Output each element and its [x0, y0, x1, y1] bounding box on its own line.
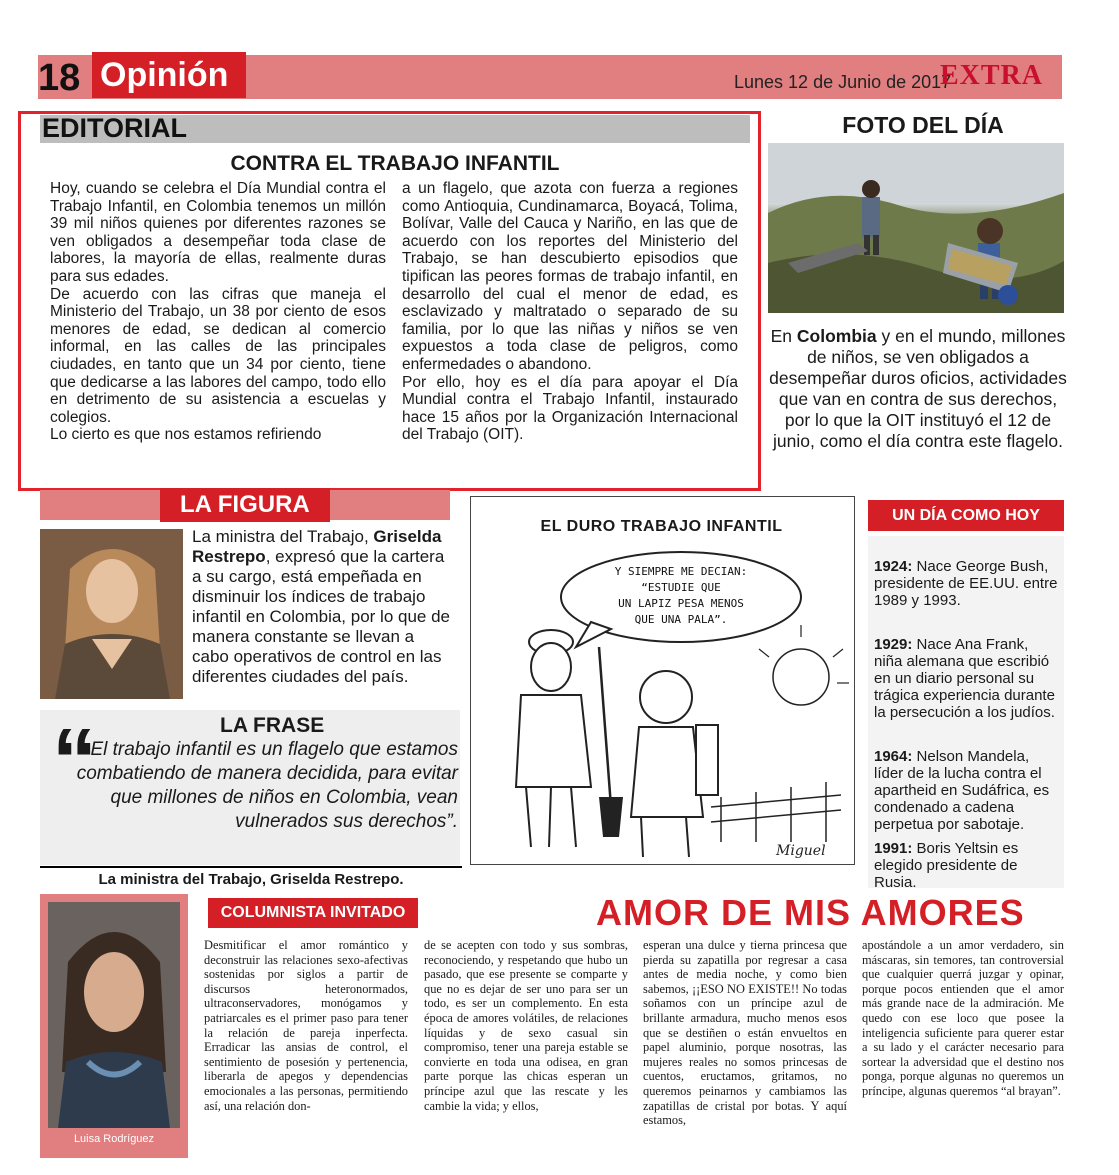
column-body-2: de se acepten con todo y sus sombras, reconociendo, y respetando que hubo un pasado, que ese presente se comparte y que no es dejar de ser uno para ser un todo, es ser un complemento. En esta época de amores volátiles, de relaciones líquidas y de sexo casual sin compromiso, tener una pareja estable se convierte en toda una odisea, en gran parte porque las chicas esperan un príncipe azul que las rescate y les cambie la vida; y ellos,	[424, 938, 628, 1113]
cartoon-bubble-line: “ESTUDIE QUE	[641, 581, 721, 594]
on-this-day-item	[874, 558, 1060, 609]
on-this-day-item	[874, 636, 1060, 721]
figure-text	[192, 527, 454, 687]
quote-text: El trabajo infantil es un flagelo que estamos combatiendo de manera decidida, para evitar que millones de niños en Colombia, vean vulnerados sus derechos”.	[76, 739, 458, 832]
on-this-day-text: Nelson Mandela, líder de la lucha contra el apartheid en Sudáfrica, es condenado a cadena perpetua por sabotaje.	[874, 748, 1050, 833]
on-this-day-year: 1991:	[874, 840, 913, 857]
cartoon-frame	[470, 496, 855, 865]
column-body-4: apostándole a un amor verdadero, sin máscaras, sin temores, tan controversial que cualquier querrá juzgar y opinar, porque pocos entienden que el amor más grande nace de la admiración. Me quedo con ese loco que posee la inteligencia suficiente para querer estar a su lado y el carácter necesario para sortear la adversidad que el destino nos ponga, porque algunas no queremos un príncipe, algunas queremos “al brayan”.	[862, 938, 1064, 1098]
issue-date: Lunes 12 de Junio de 2017	[734, 72, 952, 92]
on-this-day-item	[874, 840, 1060, 891]
editorial-paragraph: De acuerdo con las cifras que maneja el Ministerio del Trabajo, un 38 por ciento de esos menores de edad, se dedican al comercio informal, en las calles de las principales ciudades, en tanto que un 34 por ciento, tiene que dedicarse a las labores del campo, todo ello en detrimento de su asistencia a escuelas y colegios.	[50, 285, 386, 426]
cartoon-bubble-line: Y SIEMPRE ME DECIAN:	[614, 565, 748, 578]
column-body-3: esperan una dulce y tierna princesa que pierda su zapatilla por regresar a casa antes de media noche, y como bien sabemos, ¡¡ESO NO EXISTE!! No todas soñamos con un príncipe azul de brillante armadura, mucho menos esos que se destiñen o están envueltos en papel aluminio, porque nosotras, las mujeres reales no somos princesas de cuentos, eructamos, gritamos, no queremos peinarnos y cambiamos las zapatillas de cristal por botas. Y aquí estamos,	[643, 938, 847, 1128]
editorial-paragraph: Lo cierto es que nos estamos refiriendo	[50, 426, 322, 444]
on-this-day-item	[874, 748, 1060, 833]
figure-text-part: , expresó que la cartera a su cargo, está empeñada en disminuir los índices de trabajo infantil en Colombia, por lo que de manera constante se llevan a cabo operativos de control en las diferentes ciudades del país.	[192, 547, 450, 686]
newspaper-logo: EXTRA	[940, 60, 1044, 91]
minister-photo	[40, 529, 183, 699]
quote-mark-icon: “	[52, 711, 97, 811]
quote-title: LA FRASE	[220, 714, 325, 737]
caption-text: En	[770, 326, 797, 346]
on-this-day-year: 1964:	[874, 748, 913, 765]
figure-text-part: La ministra del Trabajo,	[192, 527, 374, 546]
figure-title: LA FIGURA	[160, 488, 330, 522]
editorial-paragraph: Hoy, cuando se celebra el Día Mundial contra el Trabajo Infantil, en Colombia tenemos un millón 39 mil niños quienes por diferentes razones se ven obligados a desempeñar toda clase de labores, la mayoría de ellas, realmente duras para sus edades.	[50, 180, 386, 285]
caption-strong: Colombia	[796, 326, 877, 346]
column-body-1: Desmitificar el amor romántico y deconstruir las relaciones sexo-afectivas sostenidas por siglos a partir de discursos heteronormados, ultraconservadores, monógamos y patriarcales es el primer paso para tener la relación de pareja inperfecta. Erradicar las ansias de control, el sentimiento de posesión y pertenencia, liberarla de apegos y dependencias emocionales a las personas, permitiendo así, una relación don-	[204, 938, 408, 1113]
columnist-name: Luisa Rodríguez	[73, 1133, 155, 1145]
guest-columnist-label: COLUMNISTA INVITADO	[208, 898, 418, 928]
on-this-day-text: Nace Ana Frank, niña alemana que escribió en un diario personal su trágica experiencia durante la persecución a los judíos.	[874, 636, 1055, 721]
cartoon-signature: Miguel	[776, 843, 826, 859]
cartoon-bubble-line: UN LAPIZ PESA MENOS	[618, 597, 744, 610]
section-title: Opinión	[92, 52, 246, 98]
cartoon-title: EL DURO TRABAJO INFANTIL	[540, 518, 783, 535]
caption-text: y en el mundo, millones de niños, se ven obligados a desempeñar duros oficios, actividades que van en contra de sus derechos, por lo que la OIT instituyó el 12 de junio, como el día contra este flagelo.	[769, 326, 1067, 451]
columnist-photo	[48, 902, 180, 1128]
editorial-column-2	[402, 180, 738, 444]
editorial-paragraph: a un flagelo, que azota con fuerza a regiones como Antioquia, Cundinamarca, Boyacá, Tolima, Bolívar, Valle del Cauca y Nariño, en las que de acuerdo con los reportes del Ministerio del Trabajo, se han descubierto episodios que tipifican las peores formas de trabajo infantil, en desarrollo del cual el menor de edad, es esclavizado y maltratado o separado de su familia, por lo que las niñas y niños se ven expuestos a toda clase de peligros, como enfermedades o abandono.	[402, 180, 738, 373]
editorial-label: EDITORIAL	[42, 113, 188, 143]
on-this-day-year: 1929:	[874, 636, 913, 653]
page-number: 18	[38, 57, 81, 99]
editorial-column-1	[50, 180, 386, 444]
on-this-day-year: 1924:	[874, 558, 913, 575]
photo-of-day-caption	[768, 326, 1068, 452]
editorial-headline: CONTRA EL TRABAJO INFANTIL	[230, 152, 560, 175]
photo-of-day-image	[768, 143, 1064, 313]
cartoon-bubble-line: QUE UNA PALA”.	[634, 613, 728, 626]
on-this-day-text: Nace George Bush, presidente de EE.UU. entre 1989 y 1993.	[874, 558, 1058, 609]
on-this-day-text: Boris Yeltsin es elegido presidente de Rusia.	[874, 840, 1019, 891]
on-this-day-title: UN DÍA COMO HOY	[868, 500, 1064, 531]
figure-name: Griselda Restrepo	[192, 527, 442, 566]
editorial-paragraph: Por ello, hoy es el día para apoyar el Día Mundial contra el Trabajo Infantil, instaurado hace 15 años por la Organización Internacional del Trabajo (OIT).	[402, 373, 738, 444]
quote-author: La ministra del Trabajo, Griselda Restrepo.	[40, 866, 462, 888]
column-headline: AMOR DE MIS AMORES	[596, 892, 1025, 933]
photo-of-day-title: FOTO DEL DÍA	[842, 112, 1004, 138]
